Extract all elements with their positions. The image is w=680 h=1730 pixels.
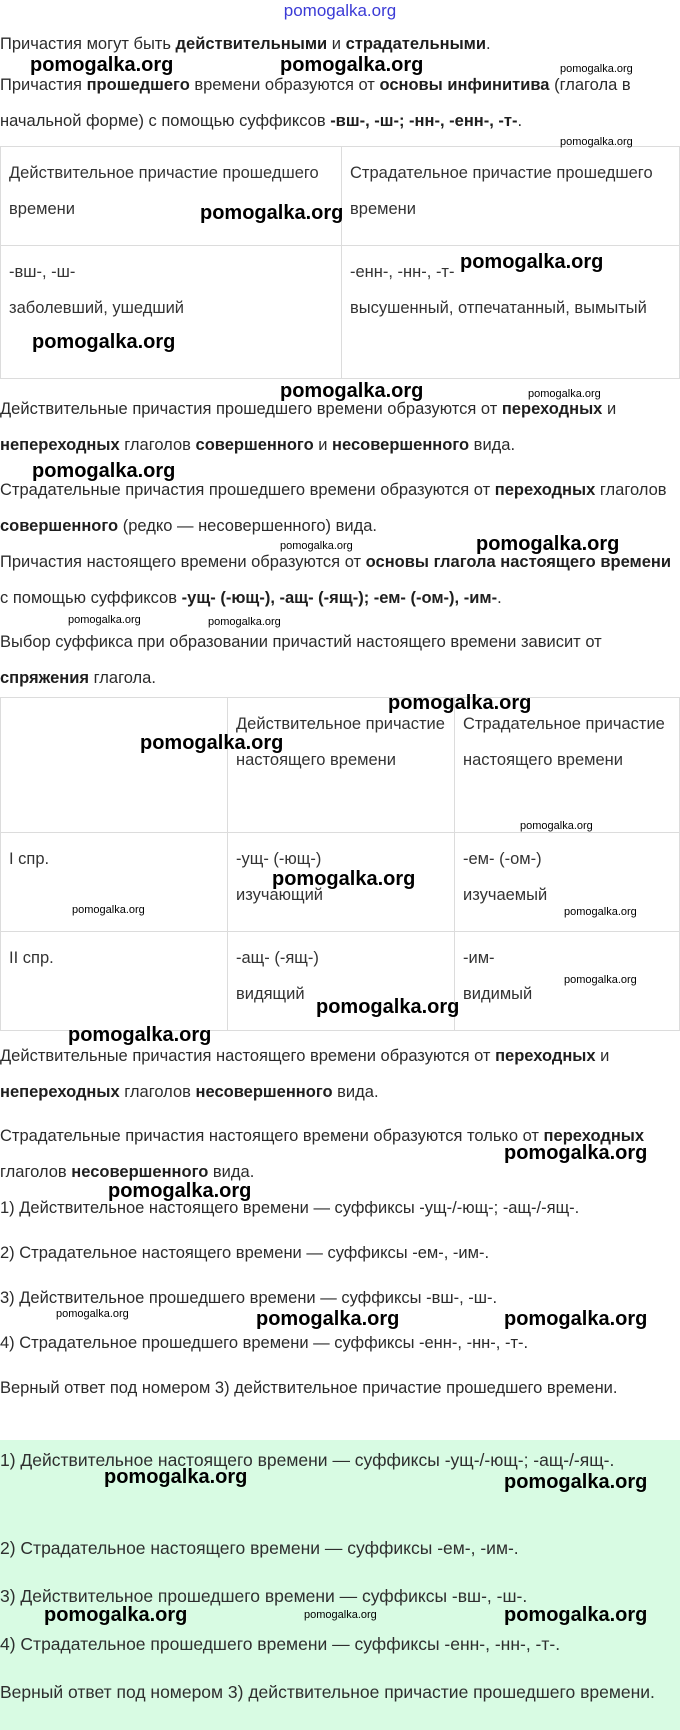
watermark: pomogalka.org [108,1180,252,1202]
table-header-cell: Страдательное причастие прошедшего времени [342,147,680,246]
option-1: 1) Действительное настоящего времени — суффиксы -ущ-/-ющ-; -ащ-/-ящ-. [0,1199,580,1217]
text: (глагола в начальной форме) с помощью суффиксов [0,76,631,130]
watermark: pomogalka.org [72,904,145,916]
bold-text: страдательными [345,35,487,53]
option-2: 2) Страдательное настоящего времени — суффиксы -ем-, -им-. [0,1244,490,1262]
text: вида. [208,1163,255,1181]
table-cell [1,246,342,379]
bold-text: -вш-, -ш-; -нн-, -енн-, -т- [330,112,518,130]
conjugation-label: I спр. [1,833,228,932]
text: глаголов [595,481,667,499]
text: . [497,589,502,607]
text: Выбор суффикса при образовании причастий настоящего времени зависит от [0,633,602,651]
bold-text: совершенного [195,436,314,454]
table-row [1,147,680,246]
text: Страдательные причастия прошедшего времени образуются от [0,481,495,499]
bold-text: непереходных [0,436,120,454]
text: времени образуются от [189,76,380,94]
watermark: pomogalka.org [520,820,593,832]
example-text: изучаемый [463,886,548,904]
example-text: видимый [463,985,533,1003]
bold-text: несовершенного [195,1083,333,1101]
watermark: pomogalka.org [280,380,424,402]
bold-text: -ущ- (-ющ-), -ащ- (-ящ-); -ем- (-ом-), -им- [181,589,498,607]
watermark: pomogalka.org [280,540,353,552]
watermark: pomogalka.org [564,974,637,986]
bold-text: несовершенного [71,1163,209,1181]
watermark: pomogalka.org [208,616,281,628]
example-text: заболевший, ушедший [9,299,185,317]
bold-text: прошедшего [86,76,190,94]
bold-text: непереходных [0,1083,120,1101]
watermark: pomogalka.org [388,692,532,714]
watermark: pomogalka.org [476,533,620,555]
bold-text: совершенного [0,517,119,535]
watermark: pomogalka.org [140,732,284,754]
watermark: pomogalka.org [504,1471,648,1493]
text: и [602,400,617,418]
text: глаголов [119,1083,196,1101]
watermark: pomogalka.org [504,1308,648,1330]
bold-text: спряжения [0,669,90,687]
watermark: pomogalka.org [528,388,601,400]
text: глагола. [89,669,156,687]
table-row [1,698,680,833]
bold-text: переходных [543,1127,645,1145]
text: вида. [469,436,516,454]
watermark: pomogalka.org [460,251,604,273]
watermark: pomogalka.org [68,1024,212,1046]
text: (редко — несовершенного) вида. [118,517,378,535]
paragraph-active-present [0,1038,676,1110]
text: Причастия [0,76,87,94]
table-header-cell [1,698,228,833]
answer-box-option-2: 2) Страдательное настоящего времени — суффиксы -ем-, -им-. [0,1538,519,1558]
example-text: видящий [236,985,305,1003]
watermark: pomogalka.org [68,614,141,626]
text: вида. [332,1083,379,1101]
bold-text: переходных [494,481,596,499]
paragraph-conjugation [0,624,676,696]
watermark: pomogalka.org [564,906,637,918]
answer-box-option-4: 4) Страдательное прошедшего времени — суффиксы -енн-, -нн-, -т-. [0,1634,561,1654]
text: . [517,112,523,130]
bold-text: действительными [175,35,328,53]
text: глаголов [119,436,196,454]
suffix-text: -ем- (-ом-) [463,850,542,868]
watermark: pomogalka.org [56,1308,129,1320]
text: . [486,35,491,53]
watermark: pomogalka.org [304,1609,377,1621]
answer-box-option-3: 3) Действительное прошедшего времени — суффиксы -вш-, -ш-. [0,1586,528,1606]
text: Причастия могут быть [0,35,176,53]
text: глаголов [0,1163,72,1181]
watermark: pomogalka.org [504,1604,648,1626]
watermark: pomogalka.org [272,868,416,890]
suffix-text: -вш-, -ш- [9,263,76,281]
bold-text: переходных [501,400,603,418]
bold-text: несовершенного [332,436,470,454]
watermark: pomogalka.org [200,202,344,224]
watermark: pomogalka.org [44,1604,188,1626]
watermark: pomogalka.org [560,136,633,148]
suffix-text: -ащ- (-ящ-) [236,949,319,967]
watermark: pomogalka.org [256,1308,400,1330]
answer-box-option-1: 1) Действительное настоящего времени — суффиксы -ущ-/-ющ-; -ащ-/-ящ-. [0,1450,615,1470]
answer-box-answer: Верный ответ под номером 3) действительное причастие прошедшего времени. [0,1682,655,1702]
table-header-cell: Страдательное причастие настоящего времени [455,698,680,833]
example-text: высушенный, отпечатанный, вымытый [350,299,647,317]
watermark: pomogalka.org [316,996,460,1018]
watermark: pomogalka.org [504,1142,648,1164]
example-text: изучающий [236,886,324,904]
site-title[interactable]: pomogalka.org [283,1,397,20]
text: и [327,35,346,53]
watermark: pomogalka.org [560,63,633,75]
suffix-text: -ущ- (-ющ-) [236,850,322,868]
watermark: pomogalka.org [30,54,174,76]
suffix-text: -им- [463,949,495,967]
answer-text: Верный ответ под номером 3) действительное причастие прошедшего времени. [0,1379,618,1397]
text: и [595,1047,610,1065]
table-header-cell: Действительное причастие настоящего времени [228,698,455,833]
option-4: 4) Страдательное прошедшего времени — суффиксы -енн-, -нн-, -т-. [0,1334,529,1352]
text: Причастия настоящего времени образуются от [0,553,366,571]
bold-text: основы глагола настоящего времени [365,553,672,571]
conjugation-label: II спр. [1,932,228,1031]
paragraph-past-formation [0,67,676,139]
text: Страдательные причастия настоящего времени образуются только от [0,1127,544,1145]
option-3: 3) Действительное прошедшего времени — суффиксы -вш-, -ш-. [0,1289,498,1307]
text: и [313,436,333,454]
text: Действительные причастия настоящего времени образуются от [0,1047,496,1065]
watermark: pomogalka.org [104,1466,248,1488]
watermark: pomogalka.org [32,460,176,482]
text: Действительные причастия прошедшего времени образуются от [0,400,502,418]
bold-text: основы инфинитива [379,76,550,94]
bold-text: переходных [495,1047,596,1065]
table-header-cell: Действительное причастие прошедшего времени [1,147,342,246]
watermark: pomogalka.org [280,54,424,76]
text: с помощью суффиксов [0,589,182,607]
watermark: pomogalka.org [32,331,176,353]
suffix-text: -енн-, -нн-, -т- [350,263,455,281]
